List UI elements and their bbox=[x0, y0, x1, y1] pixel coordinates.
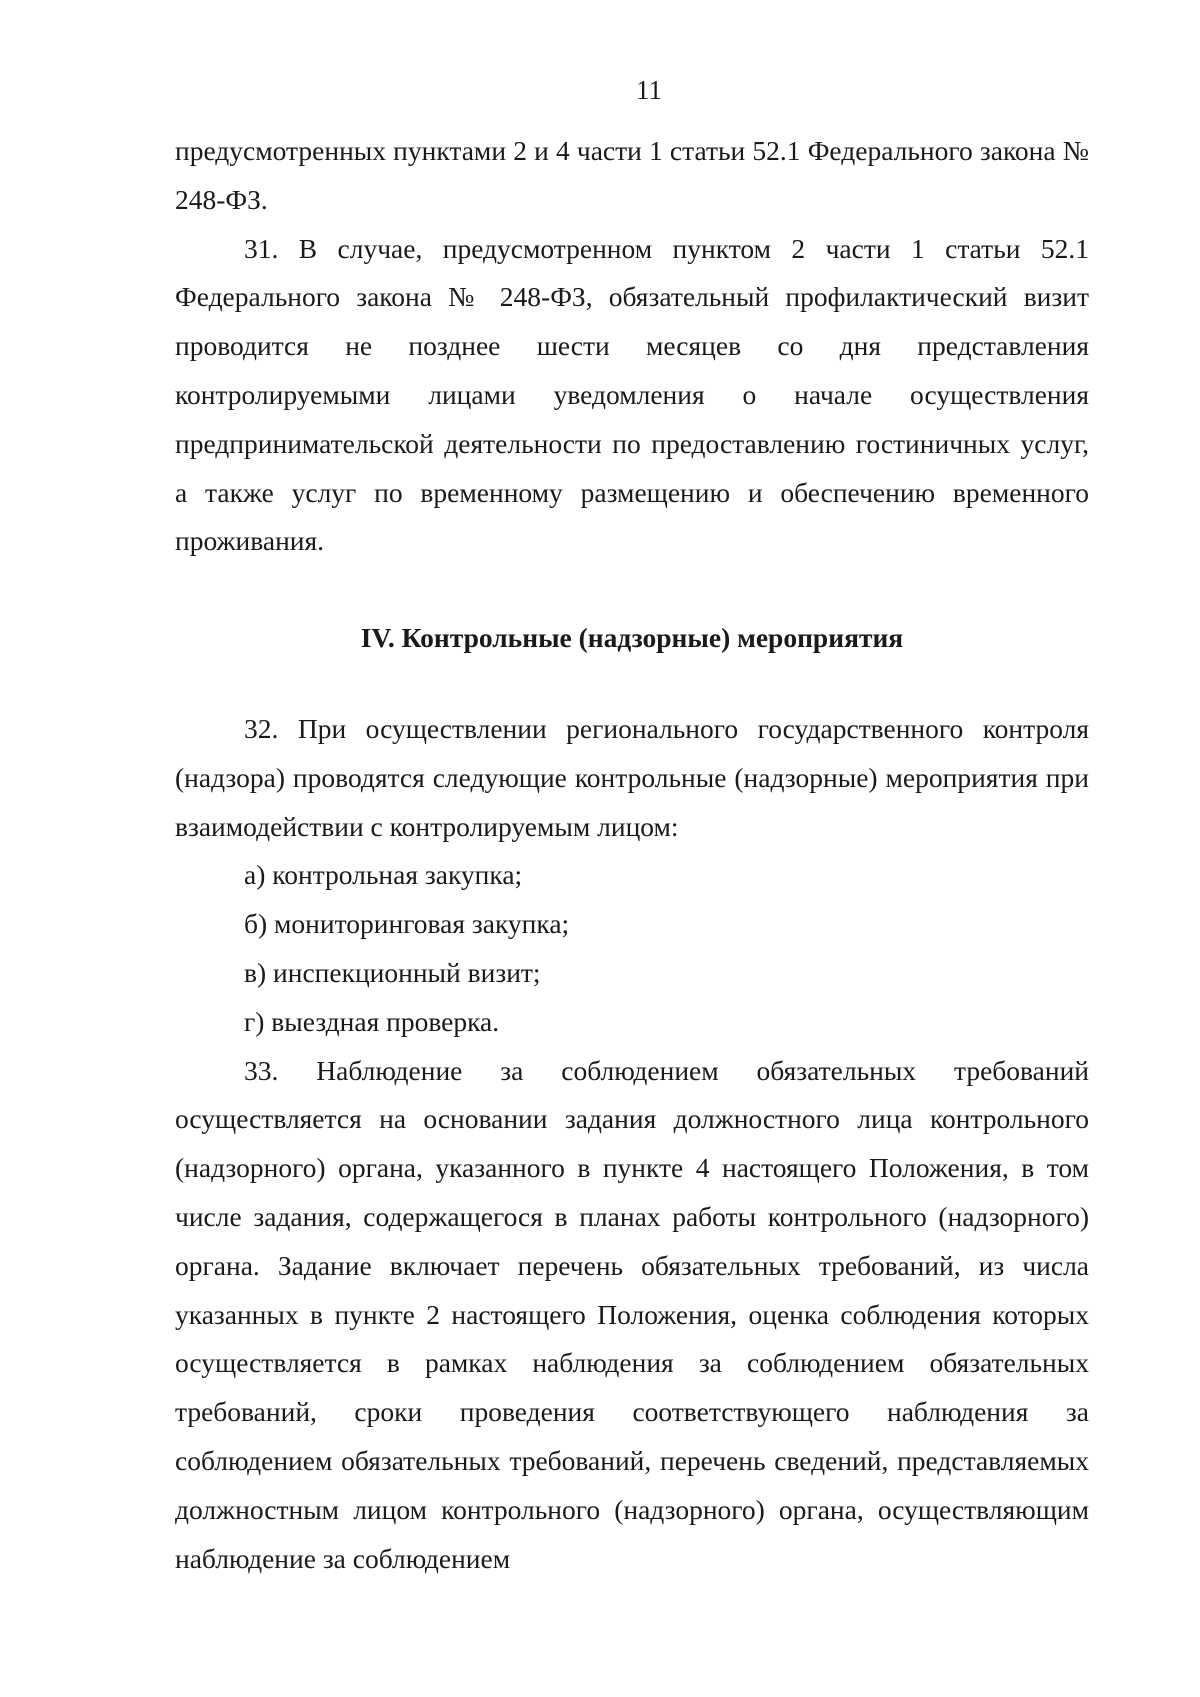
list-item-b: б) мониторинговая закупка; bbox=[244, 908, 570, 940]
paragraph-31: 31. В случае, предусмотренном пунктом 2 части 1 статьи 52.1 Федерального закона № 248-ФЗ, обязательный профилактический визит проводится не позднее шести месяцев со дня представления контролируемыми лицами уведомления о начале осуществления предпринимательской деятельности по предоставлению гостиничных услуг, а также услуг по временному размещению и обеспечению временного проживания. bbox=[175, 232, 1089, 557]
document-body bbox=[175, 127, 1089, 1583]
list-item-d: г) выездная проверка. bbox=[244, 1005, 500, 1037]
page-number: 11 bbox=[636, 75, 662, 105]
paragraph-32: 32. При осуществлении регионального государственного контроля (надзора) проводятся следующие контрольные (надзорные) мероприятия при взаимодействии с контролируемым лицом: bbox=[175, 712, 1089, 842]
paragraph-33: 33. Наблюдение за соблюдением обязательных требований осуществляется на основании задания должностного лица контрольного (надзорного) органа, указанного в пункте 4 настоящего Положения, в том числе задания, содержащегося в планах работы контрольного (надзорного) органа. Задание включает перечень обязательных требований, из числа указанных в пункте 2 настоящего Положения, оценка соблюдения которых осуществляется в рамках наблюдения за соблюдением обязательных требований, сроки проведения соответствующего наблюдения за соблюдением обязательных требований, перечень сведений, представляемых должностным лицом контрольного (надзорного) органа, осуществляющим наблюдение за соблюдением bbox=[175, 1054, 1089, 1574]
section-heading: IV. Контрольные (надзорные) мероприятия bbox=[360, 622, 904, 654]
paragraph-continuation: предусмотренных пунктами 2 и 4 части 1 статьи 52.1 Федерального закона № 248-ФЗ. bbox=[175, 135, 1089, 215]
list-item-a: а) контрольная закупка; bbox=[244, 859, 523, 891]
list-item-c: в) инспекционный визит; bbox=[244, 956, 541, 988]
